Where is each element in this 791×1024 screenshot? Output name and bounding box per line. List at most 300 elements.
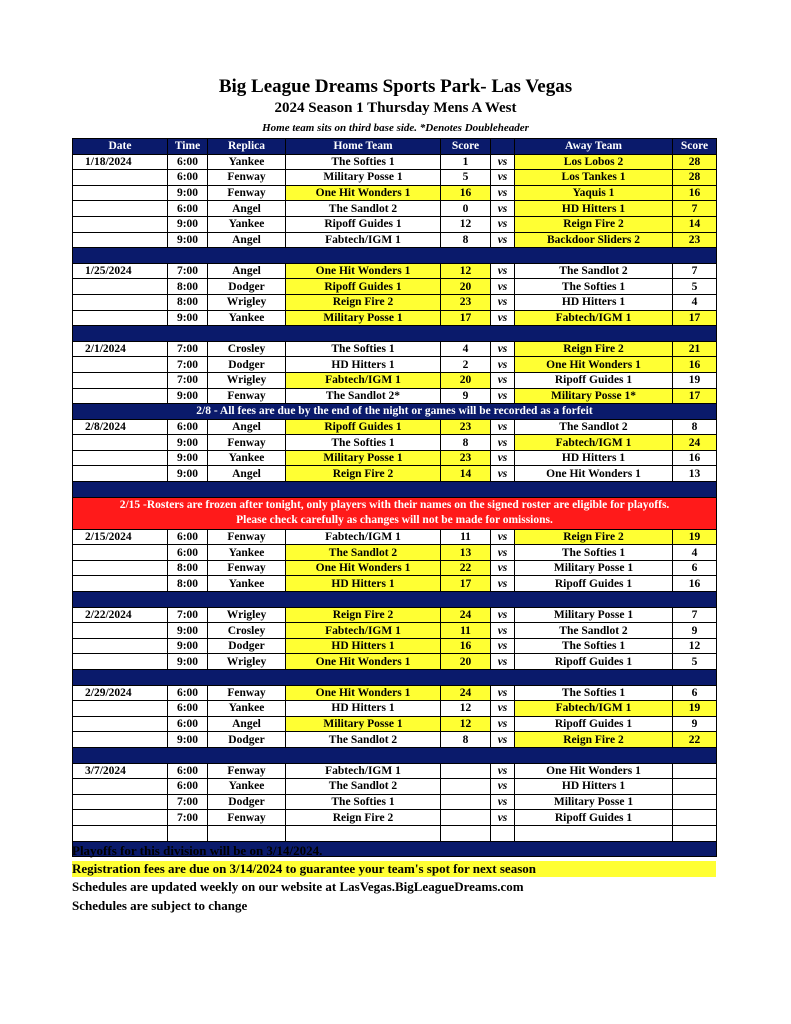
col-time: Time [168, 139, 208, 155]
vs-label: vs [491, 232, 515, 248]
game-row [73, 216, 717, 232]
away-team: Reign Fire 2 [515, 732, 673, 748]
game-row [73, 388, 717, 404]
game-date: 2/15/2024 [73, 529, 168, 545]
home-team: HD Hitters 1 [286, 576, 441, 592]
home-score: 24 [441, 607, 491, 623]
home-score: 13 [441, 545, 491, 561]
game-row [73, 654, 717, 670]
game-time: 6:00 [168, 779, 208, 795]
game-date: 2/29/2024 [73, 685, 168, 701]
away-team: One Hit Wonders 1 [515, 466, 673, 482]
game-replica: Crosley [208, 623, 286, 639]
home-team: Fabtech/IGM 1 [286, 372, 441, 388]
home-score: 8 [441, 435, 491, 451]
footer-subject: Schedules are subject to change [72, 898, 248, 913]
game-date [73, 310, 168, 326]
game-row [73, 794, 717, 810]
away-score: 19 [673, 701, 717, 717]
game-replica: Wrigley [208, 607, 286, 623]
game-row [73, 763, 717, 779]
vs-label: vs [491, 654, 515, 670]
home-score: 9 [441, 388, 491, 404]
page-title: Big League Dreams Sports Park- Las Vegas [218, 76, 573, 97]
game-time: 8:00 [168, 279, 208, 295]
away-team: Reign Fire 2 [515, 341, 673, 357]
vs-label: vs [491, 466, 515, 482]
separator-cell [73, 747, 717, 763]
away-score: 16 [673, 576, 717, 592]
page-subtitle: 2024 Season 1 Thursday Mens A West [274, 100, 517, 116]
home-score: 20 [441, 372, 491, 388]
home-score: 23 [441, 450, 491, 466]
separator-row [73, 592, 717, 608]
roster-alert [73, 497, 717, 529]
home-score: 11 [441, 623, 491, 639]
alert-row [73, 497, 717, 529]
home-score: 5 [441, 170, 491, 186]
home-score [441, 779, 491, 795]
vs-label: vs [491, 607, 515, 623]
game-row [73, 607, 717, 623]
game-row [73, 154, 717, 170]
home-team: Ripoff Guides 1 [286, 216, 441, 232]
game-replica: Fenway [208, 170, 286, 186]
col-replica: Replica [208, 139, 286, 155]
separator-row [73, 747, 717, 763]
home-score: 0 [441, 201, 491, 217]
home-score: 22 [441, 560, 491, 576]
game-time: 9:00 [168, 388, 208, 404]
away-score: 7 [673, 201, 717, 217]
home-score: 20 [441, 654, 491, 670]
game-row [73, 310, 717, 326]
game-time: 7:00 [168, 372, 208, 388]
game-row [73, 716, 717, 732]
game-time: 8:00 [168, 294, 208, 310]
blank-cell [441, 825, 491, 841]
footer-registration: Registration fees are due on 3/14/2024 to guarantee your team's spot for next season [72, 861, 716, 877]
game-row [73, 435, 717, 451]
game-time: 6:00 [168, 685, 208, 701]
vs-label: vs [491, 545, 515, 561]
roster-alert-line1: 2/15 -Rosters are frozen after tonight, only players with their names on the signed roster are eligible for playoffs. [119, 499, 670, 512]
vs-label: vs [491, 701, 515, 717]
home-team: One Hit Wonders 1 [286, 560, 441, 576]
away-score [673, 810, 717, 826]
vs-label: vs [491, 154, 515, 170]
separator-row [73, 670, 717, 686]
separator-cell [73, 670, 717, 686]
away-team: Ripoff Guides 1 [515, 576, 673, 592]
home-team: Fabtech/IGM 1 [286, 232, 441, 248]
home-team: One Hit Wonders 1 [286, 685, 441, 701]
away-team: Ripoff Guides 1 [515, 810, 673, 826]
home-team: Reign Fire 2 [286, 607, 441, 623]
vs-label: vs [491, 341, 515, 357]
home-team: HD Hitters 1 [286, 701, 441, 717]
away-score: 23 [673, 232, 717, 248]
away-score: 6 [673, 560, 717, 576]
away-team: Military Posse 1 [515, 560, 673, 576]
away-team: Military Posse 1* [515, 388, 673, 404]
vs-label: vs [491, 435, 515, 451]
away-score: 4 [673, 545, 717, 561]
game-time: 6:00 [168, 201, 208, 217]
vs-label: vs [491, 185, 515, 201]
away-team: Los Lobos 2 [515, 154, 673, 170]
away-score: 14 [673, 216, 717, 232]
game-time: 9:00 [168, 185, 208, 201]
home-team: Reign Fire 2 [286, 294, 441, 310]
game-replica: Yankee [208, 701, 286, 717]
away-score: 6 [673, 685, 717, 701]
separator-cell [73, 248, 717, 264]
game-date [73, 201, 168, 217]
game-row [73, 201, 717, 217]
home-score: 12 [441, 701, 491, 717]
away-score: 13 [673, 466, 717, 482]
game-time: 9:00 [168, 732, 208, 748]
home-score: 16 [441, 185, 491, 201]
game-date [73, 779, 168, 795]
vs-label: vs [491, 576, 515, 592]
game-time: 8:00 [168, 560, 208, 576]
home-team: Reign Fire 2 [286, 810, 441, 826]
home-score: 20 [441, 279, 491, 295]
home-team: The Softies 1 [286, 435, 441, 451]
col-date: Date [73, 139, 168, 155]
vs-label: vs [491, 810, 515, 826]
game-row [73, 529, 717, 545]
away-score [673, 763, 717, 779]
away-team: Ripoff Guides 1 [515, 372, 673, 388]
game-time: 6:00 [168, 716, 208, 732]
col-home-team: Home Team [286, 139, 441, 155]
game-date [73, 232, 168, 248]
game-date: 2/8/2024 [73, 419, 168, 435]
vs-label: vs [491, 450, 515, 466]
game-date [73, 372, 168, 388]
home-score: 8 [441, 732, 491, 748]
game-date: 1/18/2024 [73, 154, 168, 170]
game-time: 9:00 [168, 232, 208, 248]
game-row [73, 576, 717, 592]
vs-label: vs [491, 419, 515, 435]
home-team: The Sandlot 2* [286, 388, 441, 404]
away-team: Reign Fire 2 [515, 529, 673, 545]
vs-label: vs [491, 388, 515, 404]
home-team: Military Posse 1 [286, 716, 441, 732]
home-team: Reign Fire 2 [286, 466, 441, 482]
vs-label: vs [491, 638, 515, 654]
away-score: 16 [673, 185, 717, 201]
game-time: 6:00 [168, 170, 208, 186]
blank-cell [208, 825, 286, 841]
home-team: The Sandlot 2 [286, 201, 441, 217]
away-team: The Softies 1 [515, 685, 673, 701]
game-replica: Dodger [208, 279, 286, 295]
game-date [73, 560, 168, 576]
game-replica: Crosley [208, 341, 286, 357]
game-row [73, 685, 717, 701]
separator-row [73, 248, 717, 264]
game-date [73, 170, 168, 186]
away-team: HD Hitters 1 [515, 779, 673, 795]
away-score: 19 [673, 529, 717, 545]
home-team: Military Posse 1 [286, 450, 441, 466]
home-team: The Softies 1 [286, 154, 441, 170]
game-time: 9:00 [168, 435, 208, 451]
vs-label: vs [491, 623, 515, 639]
home-score: 16 [441, 638, 491, 654]
vs-label: vs [491, 263, 515, 279]
game-date [73, 732, 168, 748]
separator-row [73, 326, 717, 342]
home-score: 14 [441, 466, 491, 482]
game-replica: Dodger [208, 732, 286, 748]
footer-updates: Schedules are updated weekly on our website at LasVegas.BigLeagueDreams.com [72, 879, 524, 894]
notice-row [73, 404, 717, 420]
away-score: 7 [673, 263, 717, 279]
game-replica: Angel [208, 466, 286, 482]
game-replica: Angel [208, 263, 286, 279]
game-row [73, 185, 717, 201]
game-row [73, 638, 717, 654]
game-replica: Fenway [208, 185, 286, 201]
game-replica: Fenway [208, 560, 286, 576]
col-away-team: Away Team [515, 139, 673, 155]
away-team: Military Posse 1 [515, 794, 673, 810]
vs-label: vs [491, 357, 515, 373]
away-score: 17 [673, 310, 717, 326]
game-date [73, 435, 168, 451]
game-row [73, 232, 717, 248]
away-score [673, 794, 717, 810]
game-date [73, 545, 168, 561]
away-team: Fabtech/IGM 1 [515, 310, 673, 326]
game-replica: Dodger [208, 638, 286, 654]
blank-row [73, 825, 717, 841]
game-replica: Dodger [208, 357, 286, 373]
home-score: 12 [441, 263, 491, 279]
game-row [73, 779, 717, 795]
home-team: Ripoff Guides 1 [286, 419, 441, 435]
game-date: 2/1/2024 [73, 341, 168, 357]
game-date: 3/7/2024 [73, 763, 168, 779]
schedule-body [73, 154, 717, 857]
away-team: HD Hitters 1 [515, 294, 673, 310]
separator-cell [73, 326, 717, 342]
game-time: 9:00 [168, 638, 208, 654]
col-home-score: Score [441, 139, 491, 155]
game-replica: Fenway [208, 763, 286, 779]
game-row [73, 263, 717, 279]
away-score: 8 [673, 419, 717, 435]
game-time: 9:00 [168, 654, 208, 670]
home-team: HD Hitters 1 [286, 638, 441, 654]
away-score: 9 [673, 623, 717, 639]
game-row [73, 450, 717, 466]
game-replica: Angel [208, 716, 286, 732]
separator-cell [73, 592, 717, 608]
home-score: 1 [441, 154, 491, 170]
home-team: The Sandlot 2 [286, 779, 441, 795]
away-score: 7 [673, 607, 717, 623]
home-score: 24 [441, 685, 491, 701]
game-replica: Wrigley [208, 372, 286, 388]
blank-cell [168, 825, 208, 841]
footer-playoffs: Playoffs for this division will be on 3/14/2024. [72, 843, 323, 858]
away-team: Yaquis 1 [515, 185, 673, 201]
away-score: 28 [673, 154, 717, 170]
blank-cell [515, 825, 673, 841]
home-team: The Sandlot 2 [286, 732, 441, 748]
away-team: Reign Fire 2 [515, 216, 673, 232]
home-team: One Hit Wonders 1 [286, 654, 441, 670]
home-score: 11 [441, 529, 491, 545]
schedule-table [72, 138, 717, 857]
game-replica: Angel [208, 232, 286, 248]
game-date [73, 466, 168, 482]
game-date [73, 357, 168, 373]
away-team: The Softies 1 [515, 279, 673, 295]
away-team: Backdoor Sliders 2 [515, 232, 673, 248]
vs-label: vs [491, 716, 515, 732]
vs-label: vs [491, 201, 515, 217]
home-team: One Hit Wonders 1 [286, 185, 441, 201]
away-score: 24 [673, 435, 717, 451]
game-time: 9:00 [168, 623, 208, 639]
vs-label: vs [491, 779, 515, 795]
vs-label: vs [491, 794, 515, 810]
game-row [73, 357, 717, 373]
game-replica: Yankee [208, 576, 286, 592]
vs-label: vs [491, 170, 515, 186]
game-replica: Wrigley [208, 654, 286, 670]
away-team: HD Hitters 1 [515, 450, 673, 466]
game-row [73, 170, 717, 186]
vs-label: vs [491, 216, 515, 232]
away-team: Ripoff Guides 1 [515, 654, 673, 670]
game-replica: Fenway [208, 529, 286, 545]
header-row [73, 139, 717, 155]
game-replica: Fenway [208, 388, 286, 404]
game-row [73, 341, 717, 357]
game-replica: Yankee [208, 450, 286, 466]
home-team: HD Hitters 1 [286, 357, 441, 373]
game-date [73, 810, 168, 826]
home-team: Ripoff Guides 1 [286, 279, 441, 295]
game-replica: Angel [208, 419, 286, 435]
game-row [73, 560, 717, 576]
home-team: The Softies 1 [286, 794, 441, 810]
away-score: 12 [673, 638, 717, 654]
game-row [73, 466, 717, 482]
away-score: 4 [673, 294, 717, 310]
col-away-score: Score [673, 139, 717, 155]
game-time: 6:00 [168, 529, 208, 545]
game-row [73, 372, 717, 388]
away-score: 5 [673, 654, 717, 670]
game-time: 6:00 [168, 701, 208, 717]
game-date [73, 294, 168, 310]
game-time: 8:00 [168, 576, 208, 592]
game-replica: Fenway [208, 435, 286, 451]
vs-label: vs [491, 560, 515, 576]
game-row [73, 701, 717, 717]
away-team: HD Hitters 1 [515, 201, 673, 217]
game-replica: Fenway [208, 810, 286, 826]
game-time: 7:00 [168, 794, 208, 810]
home-score [441, 794, 491, 810]
game-date [73, 576, 168, 592]
away-score [673, 779, 717, 795]
game-date [73, 185, 168, 201]
game-date [73, 388, 168, 404]
game-date [73, 794, 168, 810]
game-date [73, 279, 168, 295]
game-time: 6:00 [168, 154, 208, 170]
game-replica: Yankee [208, 545, 286, 561]
vs-label: vs [491, 763, 515, 779]
home-score: 12 [441, 216, 491, 232]
vs-label: vs [491, 529, 515, 545]
home-score [441, 763, 491, 779]
vs-label: vs [491, 372, 515, 388]
col-vs [491, 139, 515, 155]
blank-cell [286, 825, 441, 841]
away-team: Fabtech/IGM 1 [515, 701, 673, 717]
away-score: 9 [673, 716, 717, 732]
game-time: 9:00 [168, 310, 208, 326]
game-row [73, 732, 717, 748]
away-team: Ripoff Guides 1 [515, 716, 673, 732]
away-team: One Hit Wonders 1 [515, 357, 673, 373]
home-team: Fabtech/IGM 1 [286, 623, 441, 639]
vs-label: vs [491, 279, 515, 295]
game-time: 7:00 [168, 810, 208, 826]
game-time: 6:00 [168, 545, 208, 561]
home-score: 17 [441, 310, 491, 326]
game-row [73, 279, 717, 295]
blank-cell [491, 825, 515, 841]
home-team: One Hit Wonders 1 [286, 263, 441, 279]
home-team: Fabtech/IGM 1 [286, 529, 441, 545]
home-team: The Sandlot 2 [286, 545, 441, 561]
vs-label: vs [491, 732, 515, 748]
game-time: 7:00 [168, 357, 208, 373]
away-team: Los Tankes 1 [515, 170, 673, 186]
roster-alert-line2: Please check carefully as changes will not be made for omissions. [236, 514, 553, 527]
game-row [73, 810, 717, 826]
game-date: 1/25/2024 [73, 263, 168, 279]
away-team: Military Posse 1 [515, 607, 673, 623]
home-score: 2 [441, 357, 491, 373]
home-score: 8 [441, 232, 491, 248]
blank-cell [73, 825, 168, 841]
game-date: 2/22/2024 [73, 607, 168, 623]
game-replica: Fenway [208, 685, 286, 701]
away-score: 21 [673, 341, 717, 357]
vs-label: vs [491, 294, 515, 310]
away-team: The Sandlot 2 [515, 419, 673, 435]
home-score: 23 [441, 294, 491, 310]
home-team: Fabtech/IGM 1 [286, 763, 441, 779]
page-note: Home team sits on third base side. *Denotes Doubleheader [262, 122, 529, 134]
away-team: Fabtech/IGM 1 [515, 435, 673, 451]
blank-cell [673, 825, 717, 841]
